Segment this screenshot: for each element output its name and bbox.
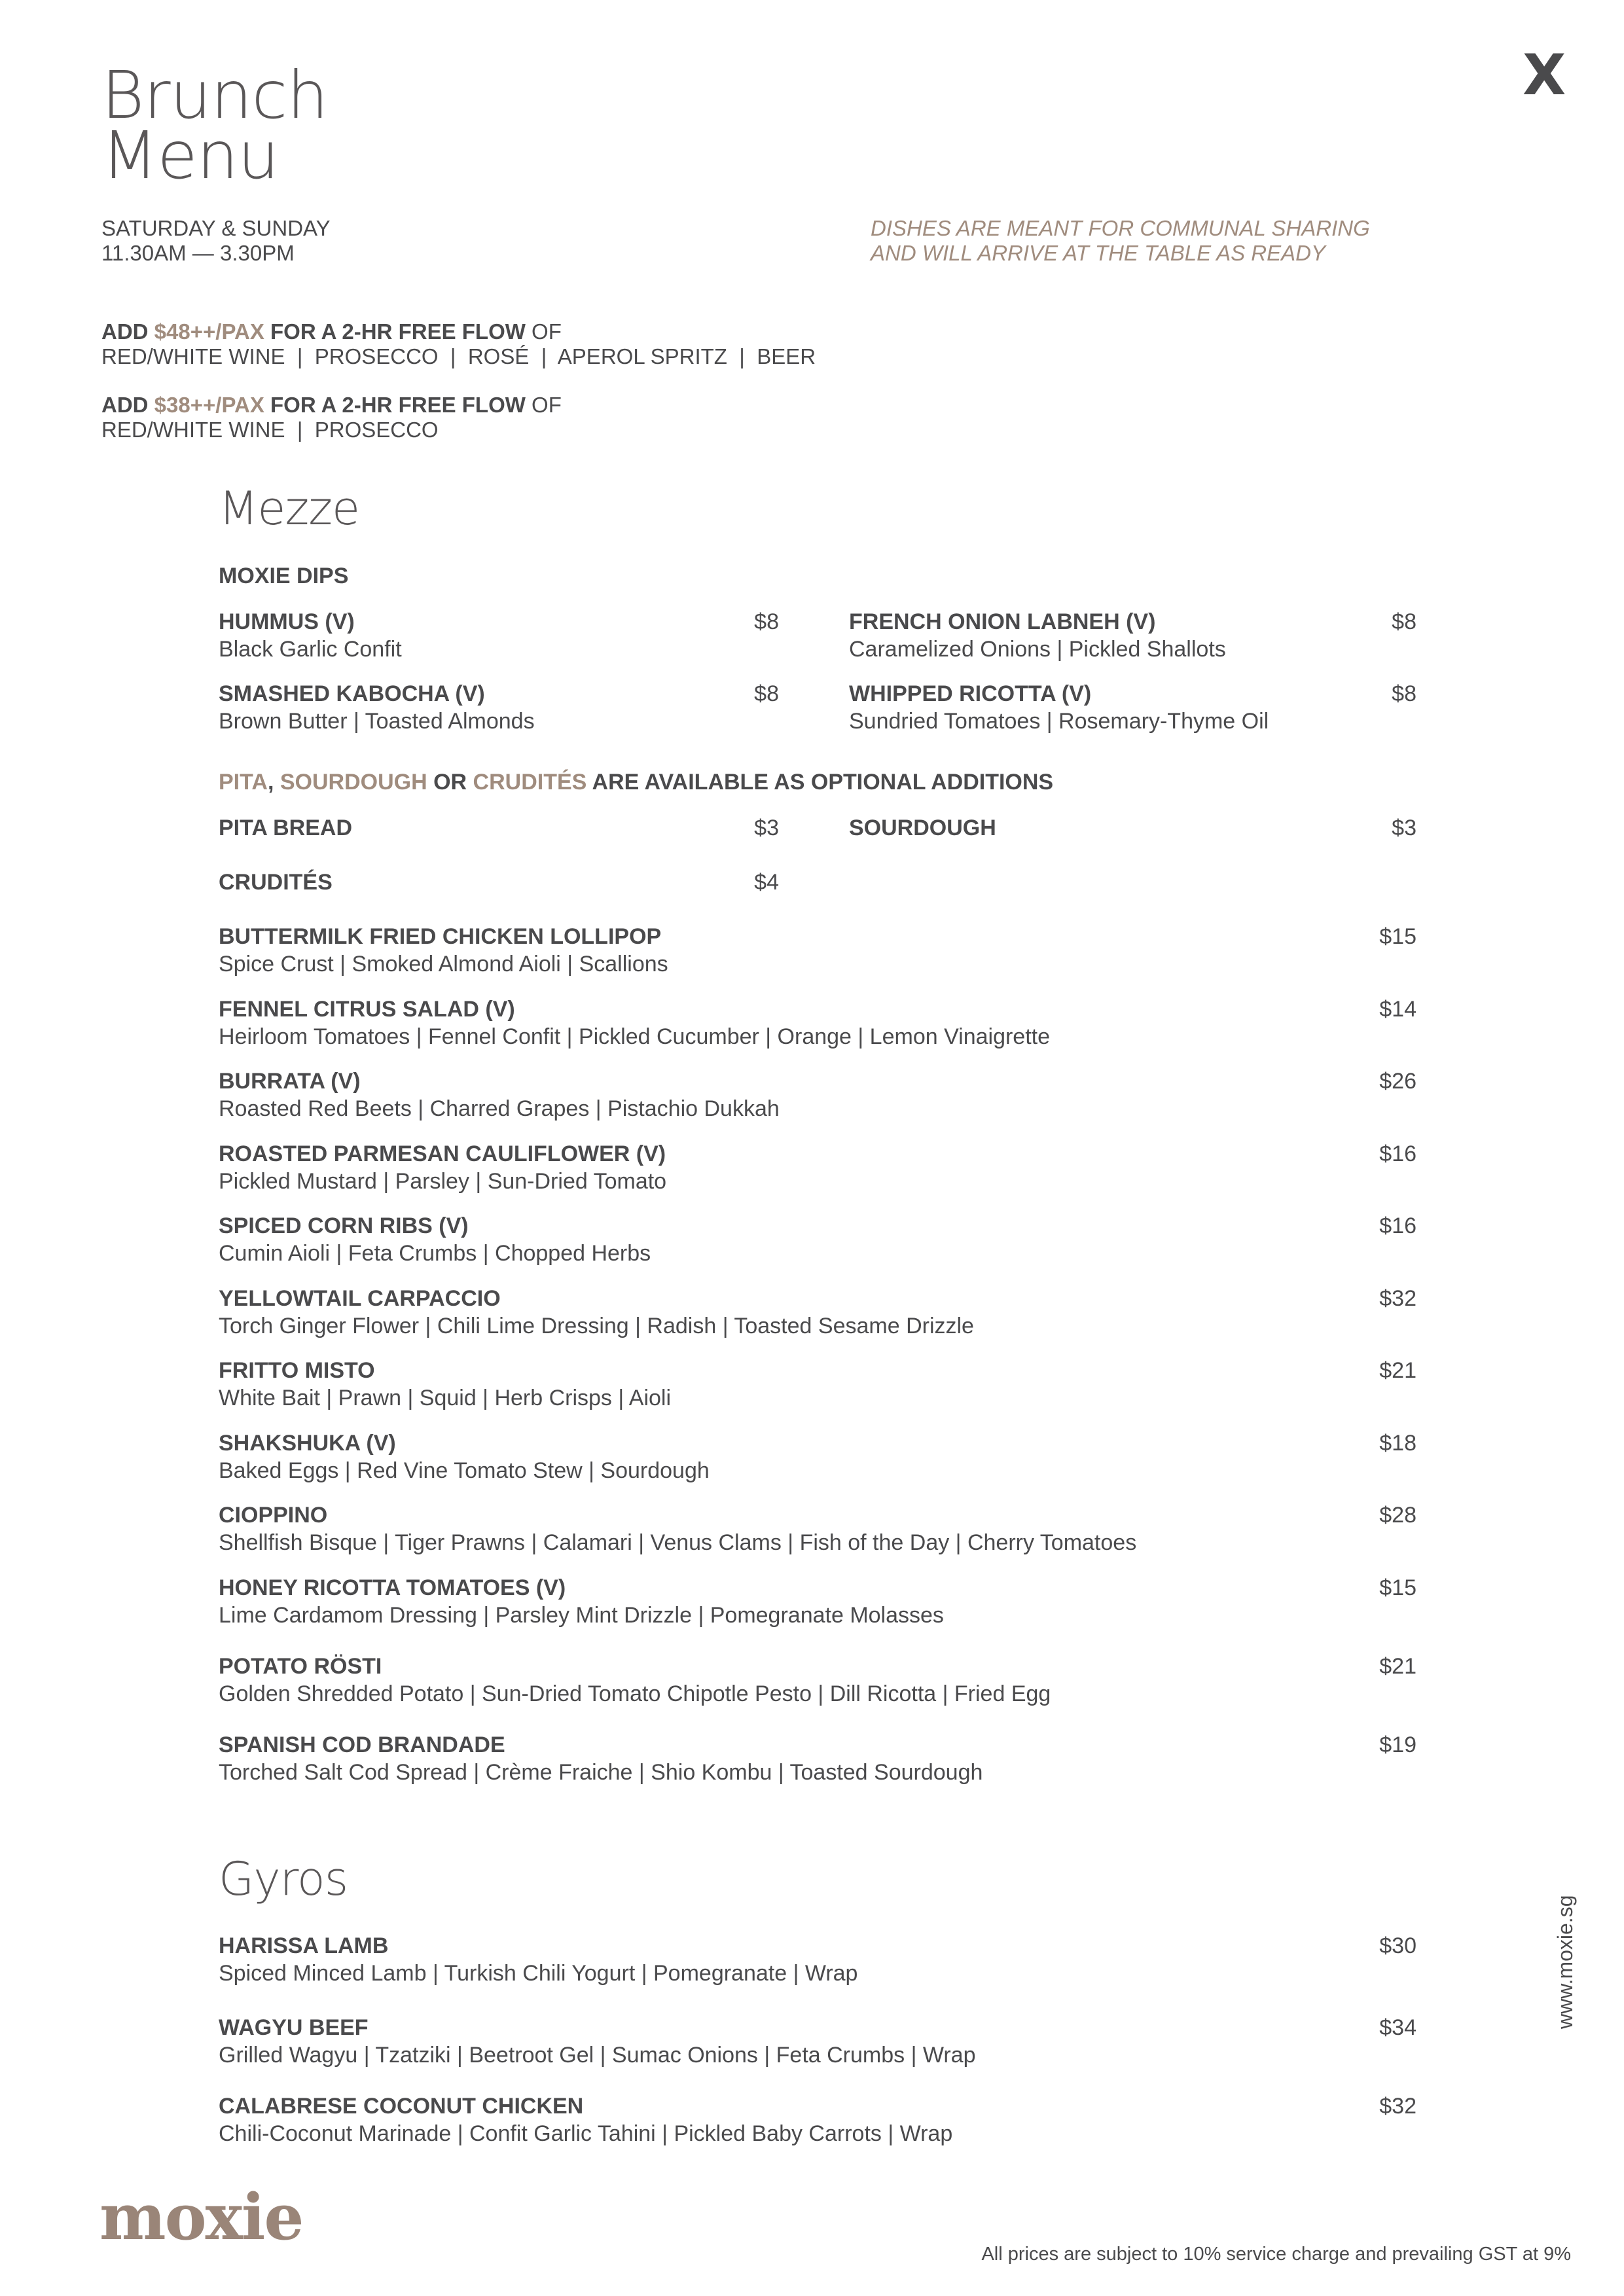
offer-price: $48++/PAX (154, 319, 264, 344)
menu-item-desc: Spiced Minced Lamb | Turkish Chili Yogurt | Pomegranate | Wrap (219, 1961, 858, 1986)
menu-item-price: $8 (1392, 609, 1416, 634)
menu-item-name: WAGYU BEEF (219, 2015, 369, 2040)
section-title-gyros: Gyros (219, 1852, 348, 1906)
menu-item-price: $8 (754, 681, 779, 706)
website-url[interactable]: www.moxie.sg (1553, 1895, 1577, 2029)
menu-item-desc: Caramelized Onions | Pickled Shallots (849, 637, 1226, 662)
menu-item-desc: Torched Salt Cod Spread | Crème Fraiche | Shio Kombu | Toasted Sourdough (219, 1760, 983, 1785)
addition-price: $3 (754, 816, 779, 840)
menu-item-name: BURRATA (V) (219, 1069, 361, 1094)
menu-item-desc: Cumin Aioli | Feta Crumbs | Chopped Herbs (219, 1241, 651, 1266)
moxie-logo: moxie (99, 2180, 303, 2254)
menu-item-name: CALABRESE COCONUT CHICKEN (219, 2094, 584, 2119)
menu-item-name: FENNEL CITRUS SALAD (V) (219, 997, 515, 1022)
menu-item-price: $16 (1379, 1213, 1416, 1238)
addition-price: $3 (1392, 816, 1416, 840)
sharing-note (871, 216, 1370, 266)
menu-item-name: SPANISH COD BRANDADE (219, 1732, 505, 1757)
menu-item-name: SHAKSHUKA (V) (219, 1431, 396, 1456)
menu-item-desc: Sundried Tomatoes | Rosemary-Thyme Oil (849, 709, 1269, 734)
offer-price: $38++/PAX (154, 393, 264, 417)
free-flow-offer-2 (101, 393, 562, 442)
addition-price: $4 (754, 870, 779, 895)
menu-item-name: YELLOWTAIL CARPACCIO (219, 1286, 501, 1311)
menu-item-price: $8 (1392, 681, 1416, 706)
menu-item-desc: Grilled Wagyu | Tzatziki | Beetroot Gel | Sumac Onions | Feta Crumbs | Wrap (219, 2043, 976, 2068)
menu-item-name: HARISSA LAMB (219, 1933, 389, 1958)
addition-name: CRUDITÉS (219, 870, 333, 895)
menu-item-name: FRENCH ONION LABNEH (V) (849, 609, 1156, 634)
menu-item-price: $34 (1379, 2015, 1416, 2040)
menu-item-price: $19 (1379, 1732, 1416, 1757)
menu-item-price: $8 (754, 609, 779, 634)
menu-item-desc: Torch Ginger Flower | Chili Lime Dressing | Radish | Toasted Sesame Drizzle (219, 1314, 974, 1338)
menu-item-price: $21 (1379, 1654, 1416, 1679)
menu-item-name: WHIPPED RICOTTA (V) (849, 681, 1092, 706)
menu-item-desc: Chili-Coconut Marinade | Confit Garlic Tahini | Pickled Baby Carrots | Wrap (219, 2121, 953, 2146)
days-text: SATURDAY & SUNDAY (101, 216, 331, 240)
title-line-1: Brunch (101, 57, 328, 134)
menu-item-price: $30 (1379, 1933, 1416, 1958)
menu-item-desc: Black Garlic Confit (219, 637, 402, 662)
offer-headline: ADD $38++/PAX FOR A 2-HR FREE FLOW OF (101, 393, 562, 417)
menu-item-price: $32 (1379, 1286, 1416, 1311)
additions-heading: PITA, SOURDOUGH OR CRUDITÉS ARE AVAILABLE AS OPTIONAL ADDITIONS (219, 770, 1054, 795)
note-line-1: DISHES ARE MEANT FOR COMMUNAL SHARING (871, 216, 1370, 240)
menu-item-desc: Spice Crust | Smoked Almond Aioli | Scallions (219, 952, 668, 977)
menu-item-desc: White Bait | Prawn | Squid | Herb Crisps | Aioli (219, 1386, 672, 1410)
addition-name: SOURDOUGH (849, 816, 996, 840)
menu-item-price: $21 (1379, 1358, 1416, 1383)
menu-item-price: $15 (1379, 924, 1416, 949)
opening-hours (101, 216, 331, 266)
menu-item-name: FRITTO MISTO (219, 1358, 375, 1383)
menu-item-name: HUMMUS (V) (219, 609, 355, 634)
menu-item-price: $16 (1379, 1141, 1416, 1166)
menu-item-price: $15 (1379, 1575, 1416, 1600)
menu-item-name: SPICED CORN RIBS (V) (219, 1213, 469, 1238)
addition-name: PITA BREAD (219, 816, 352, 840)
menu-item-desc: Pickled Mustard | Parsley | Sun-Dried Tomato (219, 1169, 667, 1194)
pricing-footnote: All prices are subject to 10% service charge and prevailing GST at 9% (981, 2244, 1571, 2265)
time-text: 11.30AM — 3.30PM (101, 241, 295, 265)
offer-drinks: RED/WHITE WINE | PROSECCO (101, 418, 439, 442)
menu-item-price: $32 (1379, 2094, 1416, 2119)
page-title (101, 57, 328, 194)
menu-item-desc: Roasted Red Beets | Charred Grapes | Pistachio Dukkah (219, 1096, 780, 1121)
menu-item-price: $26 (1379, 1069, 1416, 1094)
section-title-mezze: Mezze (219, 482, 360, 535)
menu-item-desc: Brown Butter | Toasted Almonds (219, 709, 535, 734)
menu-item-name: ROASTED PARMESAN CAULIFLOWER (V) (219, 1141, 666, 1166)
menu-item-desc: Baked Eggs | Red Vine Tomato Stew | Sourdough (219, 1458, 710, 1483)
dips-heading: MOXIE DIPS (219, 564, 349, 588)
menu-item-name: BUTTERMILK FRIED CHICKEN LOLLIPOP (219, 924, 662, 949)
menu-item-name: CIOPPINO (219, 1503, 328, 1528)
close-icon[interactable]: X (1523, 43, 1566, 108)
menu-item-desc: Shellfish Bisque | Tiger Prawns | Calamari | Venus Clams | Fish of the Day | Cherry Tomatoes (219, 1530, 1137, 1555)
free-flow-offer-1 (101, 319, 816, 369)
title-line-2: Menu (101, 117, 279, 194)
menu-item-price: $28 (1379, 1503, 1416, 1528)
menu-item-name: HONEY RICOTTA TOMATOES (V) (219, 1575, 566, 1600)
menu-item-price: $14 (1379, 997, 1416, 1022)
menu-item-desc: Lime Cardamom Dressing | Parsley Mint Drizzle | Pomegranate Molasses (219, 1603, 944, 1628)
menu-item-price: $18 (1379, 1431, 1416, 1456)
menu-item-desc: Heirloom Tomatoes | Fennel Confit | Pickled Cucumber | Orange | Lemon Vinaigrette (219, 1024, 1051, 1049)
menu-item-desc: Golden Shredded Potato | Sun-Dried Tomato Chipotle Pesto | Dill Ricotta | Fried Egg (219, 1681, 1051, 1706)
offer-headline: ADD $48++/PAX FOR A 2-HR FREE FLOW OF (101, 319, 562, 344)
menu-item-name: SMASHED KABOCHA (V) (219, 681, 485, 706)
offer-drinks: RED/WHITE WINE | PROSECCO | ROSÉ | APEROL SPRITZ | BEER (101, 344, 816, 368)
note-line-2: AND WILL ARRIVE AT THE TABLE AS READY (871, 241, 1326, 265)
menu-item-name: POTATO RÖSTI (219, 1654, 382, 1679)
